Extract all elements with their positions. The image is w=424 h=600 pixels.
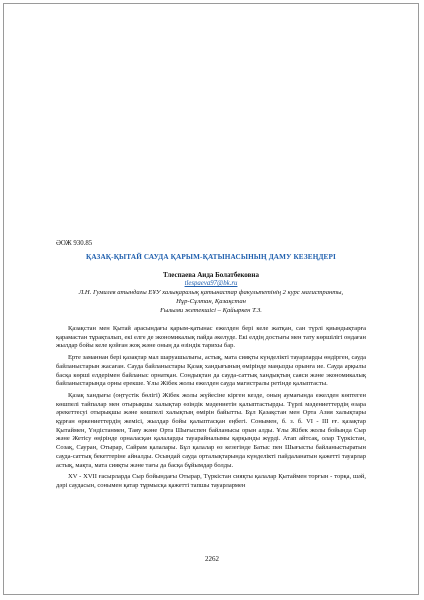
affiliation-line: Л.Н. Гумилев атындағы ЕҰУ халықаралық қатынастар факультетінің 2 курс магистранты,	[78, 289, 344, 296]
article-title: ҚАЗАҚ-ҚЫТАЙ САУДА ҚАРЫМ-ҚАТЫНАСЫНЫҢ ДАМУ КЕЗЕҢДЕРІ	[85, 253, 336, 261]
paragraph: Қазақ хандығы (оңтүстік бөлігі) Жібек жолы жүйесіне кірген кезде, оның аумағында ежелден көптеген көшпелі тайпалар мен отырықшы халықтар өзіндік мәдениетін қалыптастырды. Түрлі мәдениеттердің өзара әрекеттесуі отырықшы және көшпелі халықтың өмірін байытты. Бұл Қазақстан мен Орта Азия халықтары құрған өркениеттердің жемісі, жылдар бойы қалыптасқан еңбегі. Сонымен, б. з. б. VI - III ғғ. қазақтар Қытаймен, Үндістанмен, Таяу және Орта Шығыспен байланысы орын алды. Ұлы Жібек жолы бойында Сыр және Жетісу өңірінде орналасқан қалаларды тауарайналымы қарқынды жүрді. Атап айтсақ, олар Түркістан, Созақ, Сауран, Отырар, Сайрам қалалары. Бұл қалалар өз кезегінде Батыс пен Шығысты байланыстыратын сауда-саттық бекеттеріне айналды. Осындай сауда орталықтарында күнделікті пайдаланатын қажетті тауарлар астық, мақта, мата сияқты және тағы да басқа бұйымдар болды.	[56, 391, 366, 469]
author-email-link[interactable]: tlespaeva97@bk.ru	[184, 280, 238, 287]
paragraph: Қазақстан мен Қытай арасындағы қарым-қатынас ежелден бері келе жатқан, сан түрлі қиындықтарға қарамастан тұрақталып, екі елге де экономикалық пайда әкелуде. Екі елдің достығы мен тату көршілігі ондаған жылдар бойы келе қойған жоқ және оның да өзіндік тарихы бар.	[56, 325, 366, 350]
article	[56, 240, 366, 494]
udk-code: ӘОЖ 930.85	[56, 240, 93, 247]
article-body	[56, 325, 366, 491]
author-name: Тлеспаева Аида Болатбековна	[163, 271, 259, 279]
paragraph: XV - XVII ғасырларда Сыр бойындағы Отырар, Түркістан сияқты қалалар Қытаймен торғын - торқа, шәй, дәрі саудасын, сонымен қатар тұрмысқа қажетті тапшы тауарлармен	[56, 473, 366, 489]
scientific-supervisor: Ғылыми жетекшісі – Қайыркен Т.З.	[160, 307, 262, 314]
affiliation-city: Нұр-Сұлтан, Қазақстан	[176, 298, 246, 305]
page-number: 2262	[205, 555, 219, 563]
paragraph: Ерте заманнан бері қазақтар мал шаруашылығы, астық, мата сияқты күнделікті тауарларды өндірген, сауда байланыстарын жасаған. Сауда байланыстары Қазақ хандығының өмірінде маңызды орынға ие. Сауда арқылы басқа көрші елдерімен байланыс орнатқан. Сондықтан да сауда-саттық хандықтың саяси және экономикалық байланыстарында орны ерекше. Ұлы Жібек жолы ежелден сауда магистралы ретінде қалыптасты.	[56, 354, 366, 388]
